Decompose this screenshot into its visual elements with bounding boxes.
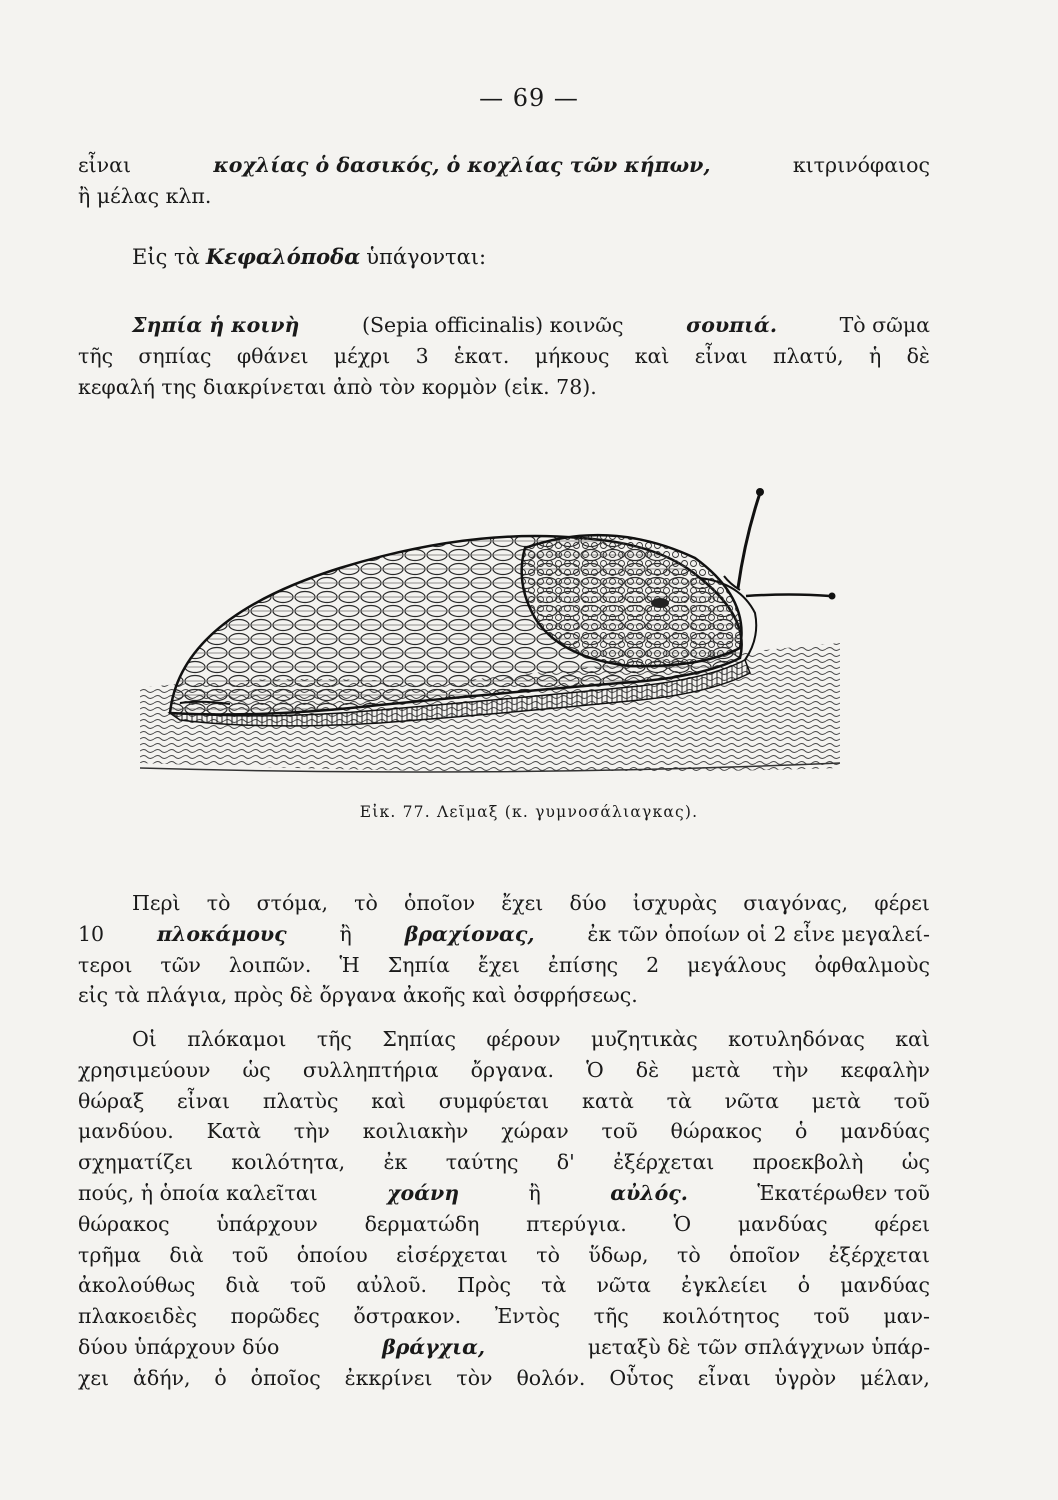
word: ὄστρακον. xyxy=(353,1304,462,1329)
word: τῆς xyxy=(593,1304,629,1329)
word: εἰσέρχεται xyxy=(396,1242,508,1267)
bold-term: Κεφαλόποδα xyxy=(205,244,361,269)
word: φέρει xyxy=(874,891,930,915)
word: καὶ xyxy=(895,1027,930,1051)
sepia-line-1 xyxy=(78,310,930,341)
word: τὸ xyxy=(206,891,231,915)
upper-tentacle xyxy=(738,493,760,588)
word: τοῦ xyxy=(289,1273,327,1298)
top-text xyxy=(78,150,930,212)
word: ἐκ xyxy=(383,1150,408,1175)
text-span: ἢ μέλας κλπ. xyxy=(78,183,212,208)
word: Σηπία xyxy=(387,952,450,977)
word: διὰ xyxy=(169,1242,204,1267)
text-span: ἢ xyxy=(528,1180,541,1205)
word: ὄργανα. xyxy=(470,1057,554,1082)
text-span: Τὸ σῶμα xyxy=(839,313,930,337)
word: δύο xyxy=(569,891,607,915)
word: μεγάλους xyxy=(687,952,787,977)
word: πλακοειδὲς xyxy=(78,1304,197,1329)
word: θώραξ xyxy=(78,1088,145,1113)
word: τὰ xyxy=(541,1273,567,1298)
word: ὁποῖον xyxy=(404,891,476,915)
p1-line-3 xyxy=(78,950,930,981)
sepia-paragraph xyxy=(78,310,930,402)
p1-line-4 xyxy=(78,980,930,1011)
word: ὑπάρχουν xyxy=(216,1211,318,1236)
word: σιαγόνας, xyxy=(743,891,849,915)
p1-line-2 xyxy=(78,919,930,950)
word: ὡς xyxy=(901,1150,930,1175)
word: θώρακος xyxy=(670,1119,763,1144)
text-span: εἶναι xyxy=(78,153,132,177)
word: Πρὸς xyxy=(457,1273,511,1298)
word: χει xyxy=(78,1365,110,1390)
word: μήκους xyxy=(534,343,610,368)
word: τὰ xyxy=(666,1088,692,1113)
word: δὲ xyxy=(906,343,930,368)
word: κοιλιακὴν xyxy=(362,1119,469,1144)
word: δ' xyxy=(556,1150,575,1175)
text-span: Ἑκατέρωθεν τοῦ xyxy=(757,1180,930,1205)
bold-term: σουπιά. xyxy=(686,313,777,337)
word: στόμα, xyxy=(256,891,328,915)
text-span: Εἰς τὰ xyxy=(132,245,200,269)
top-line-1 xyxy=(78,150,930,181)
p2-line-5 xyxy=(78,1147,930,1178)
word: Οὗτος xyxy=(609,1365,674,1390)
word: μετὰ xyxy=(691,1057,741,1082)
p2-line-8 xyxy=(78,1240,930,1271)
p2-line-2 xyxy=(78,1055,930,1086)
word: ἔχει xyxy=(501,891,544,915)
breathing-pore xyxy=(651,598,669,608)
word: μανδύας xyxy=(840,1119,930,1144)
word: φθάνει xyxy=(236,343,309,368)
word: ἰσχυρὰς xyxy=(632,891,718,915)
word: κοιλότητα, xyxy=(231,1150,346,1175)
word: 3 xyxy=(415,343,429,368)
p2-line-7 xyxy=(78,1209,930,1240)
text-span: κιτρινόφαιος xyxy=(792,153,930,177)
bold-term: Σηπία ἡ κοινὴ xyxy=(132,313,300,337)
word: ὡς xyxy=(242,1057,271,1082)
word: πλόκαμοι xyxy=(187,1027,287,1051)
word: ὕδωρ, xyxy=(588,1242,649,1267)
bold-term: αὐλός. xyxy=(610,1180,688,1205)
word: τῶν xyxy=(160,952,201,977)
word: τὴν xyxy=(293,1119,330,1144)
word: ὁποῖον xyxy=(729,1242,801,1267)
word: χρησιμεύουν xyxy=(78,1057,211,1082)
word: εἶναι xyxy=(694,343,748,368)
word: θώρακος xyxy=(78,1211,170,1236)
text-span: ὑπάγονται: xyxy=(366,245,487,269)
word: συμφύεται xyxy=(438,1088,550,1113)
text-span: 10 xyxy=(78,921,105,946)
word: λοιπῶν. xyxy=(228,952,312,977)
cephalopoda-line xyxy=(78,242,930,273)
word: πτερύγια. xyxy=(526,1211,627,1236)
word: Κατὰ xyxy=(206,1119,261,1144)
word: ἐπίσης xyxy=(547,952,619,977)
slug-illustration xyxy=(140,478,860,778)
word: σχηματίζει xyxy=(78,1150,194,1175)
word: κοιλότητος xyxy=(662,1304,780,1329)
word: αὐλοῦ. xyxy=(356,1273,427,1298)
bold-term: βραχίονας, xyxy=(404,921,535,946)
word: ὁ xyxy=(797,1273,811,1298)
word: ὁ xyxy=(794,1119,808,1144)
word: τὸ xyxy=(354,891,378,915)
p2-line-4 xyxy=(78,1116,930,1147)
lower-tentacle xyxy=(746,595,830,597)
word: σηπίας xyxy=(138,343,212,368)
text-span: μεταξὺ δὲ τῶν σπλάγχνων ὑπάρ- xyxy=(587,1334,930,1359)
word: καὶ xyxy=(371,1088,406,1113)
word: νῶτα xyxy=(724,1088,779,1113)
word: μυζητικὰς xyxy=(591,1027,698,1051)
word: μανδύας xyxy=(840,1273,930,1298)
p2-line-9 xyxy=(78,1270,930,1301)
page-number: — 69 — xyxy=(479,84,579,112)
word: φέρουν xyxy=(486,1027,561,1051)
word: 2 xyxy=(646,952,660,977)
paragraph-2 xyxy=(78,1024,930,1394)
word: Περὶ xyxy=(132,891,181,915)
word: θολόν. xyxy=(516,1365,586,1390)
word: πλατύ, xyxy=(773,343,844,368)
bold-term: χοάνη xyxy=(387,1180,460,1205)
text-span: πούς, ἡ ὁποία καλεῖται xyxy=(78,1180,318,1205)
word: τὸν xyxy=(456,1365,493,1390)
text-span: ἢ xyxy=(339,921,352,946)
top-line-2 xyxy=(78,181,930,212)
p2-line-10 xyxy=(78,1301,930,1332)
p1-line-1 xyxy=(78,888,930,919)
word: δερματώδη xyxy=(364,1211,480,1236)
word: ἐξέρχεται xyxy=(828,1242,930,1267)
word: τῆς xyxy=(78,343,114,368)
word: ἀκολούθως xyxy=(78,1273,196,1298)
text-span: κεφαλή της διακρίνεται ἀπὸ τὸν κορμὸν (εἰκ. 78). xyxy=(78,374,597,399)
word: τοῦ xyxy=(232,1242,269,1267)
word: εἶναι xyxy=(697,1365,751,1390)
text-span: δύου ὑπάρχουν δύο xyxy=(78,1334,280,1359)
word: τρῆμα xyxy=(78,1242,141,1267)
word: συλληπτήρια xyxy=(302,1057,439,1082)
text-span: ἐκ τῶν ὁποίων οἱ 2 εἶνε μεγαλεί- xyxy=(587,921,930,946)
word: προεκβολὴ xyxy=(752,1150,864,1175)
word: μέλαν, xyxy=(860,1365,930,1390)
word: τὸ xyxy=(677,1242,701,1267)
word: ἔχει xyxy=(477,952,520,977)
word: κεφαλὴν xyxy=(840,1057,930,1082)
word: μετὰ xyxy=(811,1088,861,1113)
word: Οἱ xyxy=(132,1027,157,1051)
word: νῶτα xyxy=(596,1273,651,1298)
p2-line-3 xyxy=(78,1086,930,1117)
word: τοῦ xyxy=(813,1304,850,1329)
word: Ὁ xyxy=(586,1057,604,1082)
p2-line-1 xyxy=(78,1024,930,1055)
word: τοῦ xyxy=(893,1088,930,1113)
word: κατὰ xyxy=(582,1088,634,1113)
word: ὑγρὸν xyxy=(774,1365,837,1390)
bold-term: κοχλίας ὁ δασικός, ὁ κοχλίας τῶν κήπων, xyxy=(213,153,711,177)
word: ἐξέρχεται xyxy=(613,1150,715,1175)
word: χώραν xyxy=(501,1119,569,1144)
word: ὁποίου xyxy=(296,1242,368,1267)
p2-line-12 xyxy=(78,1363,930,1394)
text-span: (Sepia officinalis) κοινῶς xyxy=(361,313,624,337)
word: κοτυληδόνας xyxy=(728,1027,865,1051)
paragraph-1 xyxy=(78,888,930,1011)
word: τοῦ xyxy=(601,1119,638,1144)
word: ὁποῖος xyxy=(250,1365,321,1390)
sepia-line-3 xyxy=(78,372,930,403)
cephalopoda-heading xyxy=(78,242,930,273)
word: ἡ xyxy=(868,343,882,368)
word: διὰ xyxy=(225,1273,260,1298)
word: Ἐντὸς xyxy=(494,1304,560,1329)
word: πλατὺς xyxy=(262,1088,339,1113)
word: ἐκκρίνει xyxy=(344,1365,433,1390)
word: τὴν xyxy=(772,1057,809,1082)
word: Ὁ xyxy=(673,1211,692,1236)
word: δὲ xyxy=(635,1057,660,1082)
bold-term: βράγχια, xyxy=(382,1334,485,1359)
word: τῆς xyxy=(316,1027,352,1051)
word: ἀδήν, xyxy=(133,1365,191,1390)
word: τεροι xyxy=(78,952,133,977)
word: καὶ xyxy=(634,343,670,368)
word: τὸ xyxy=(536,1242,560,1267)
word: φέρει xyxy=(874,1211,930,1236)
word: Ἡ xyxy=(339,952,360,977)
word: εἶναι xyxy=(177,1088,231,1113)
word: ἐγκλείει xyxy=(681,1273,768,1298)
word: ὀφθαλμοὺς xyxy=(814,952,930,977)
word: Σηπίας xyxy=(382,1027,456,1051)
word: μέχρι xyxy=(333,343,391,368)
word: μανδύου. xyxy=(78,1119,174,1144)
sepia-line-2 xyxy=(78,341,930,372)
p2-line-11 xyxy=(78,1332,930,1363)
text-span: εἰς τὰ πλάγια, πρὸς δὲ ὄργανα ἀκοῆς καὶ ὀσφρήσεως. xyxy=(78,983,638,1008)
word: ταύτης xyxy=(445,1150,519,1175)
figure-caption: Εἰκ. 77. Λεῖμαξ (κ. γυμνοσάλιαγκας). xyxy=(359,803,699,821)
word: μανδύας xyxy=(737,1211,828,1236)
p2-line-6 xyxy=(78,1178,930,1209)
bold-term: πλοκάμους xyxy=(157,921,287,946)
word: ὁ xyxy=(214,1365,227,1390)
word: πορῶδες xyxy=(230,1304,320,1329)
word: ἑκατ. xyxy=(453,343,510,368)
word: μαν- xyxy=(883,1304,930,1329)
